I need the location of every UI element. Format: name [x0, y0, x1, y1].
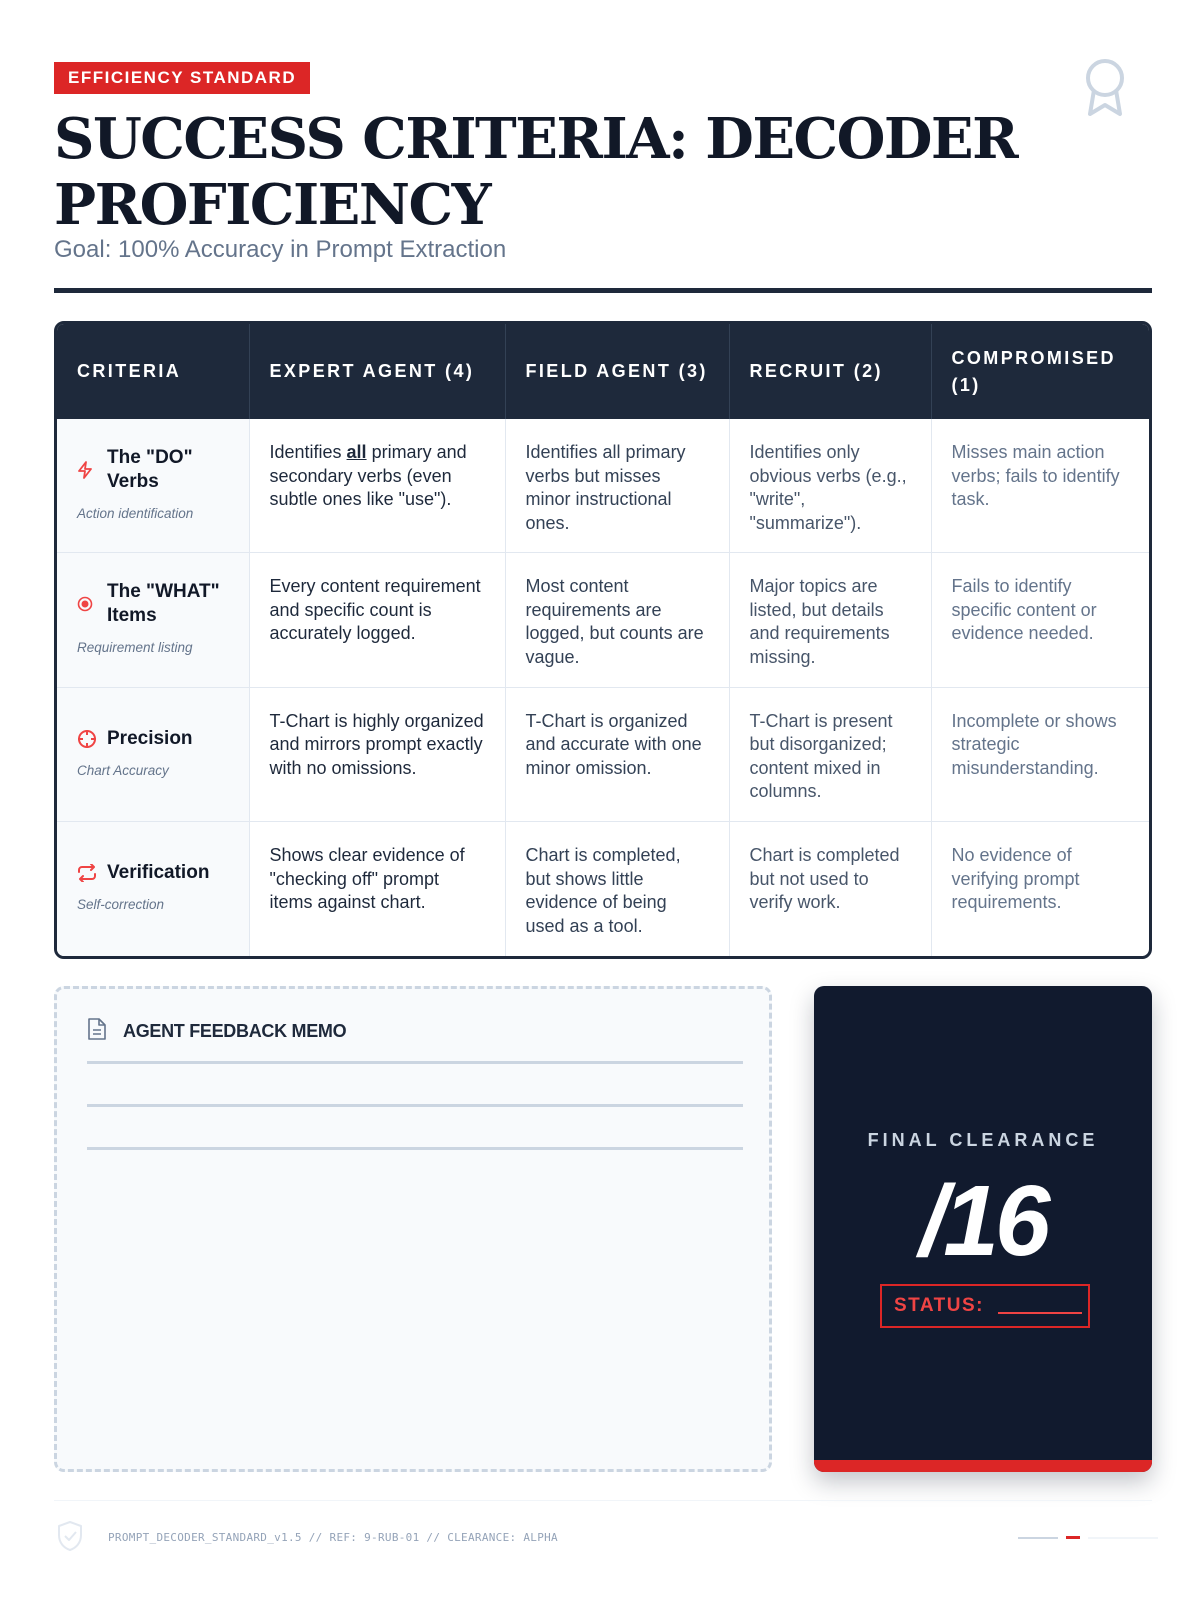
header-compromised: COMPROMISED (1) — [931, 324, 1149, 419]
table-row — [57, 419, 1149, 553]
final-clearance-card — [814, 986, 1152, 1472]
expert-cell: Shows clear evidence of "checking off" prompt items against chart. — [249, 822, 505, 956]
expert-cell — [249, 419, 505, 553]
shield-check-icon — [56, 1520, 84, 1557]
compromised-cell: No evidence of verifying prompt requirements. — [951, 845, 1080, 913]
footer-reference: PROMPT_DECODER_STANDARD_v1.5 // REF: 9-RUB-01 // CLEARANCE: ALPHA — [108, 1531, 558, 1544]
criteria-subtitle: Requirement listing — [77, 640, 193, 656]
criteria-subtitle: Self-correction — [77, 897, 165, 913]
accent-bar — [814, 1460, 1152, 1472]
status-label: STATUS: — [894, 1295, 985, 1316]
status-box[interactable] — [880, 1284, 1090, 1328]
criteria-cell — [57, 419, 249, 553]
criteria-name: Verification — [107, 862, 210, 884]
final-clearance-label: FINAL CLEARANCE — [867, 1130, 1099, 1150]
header-expert-agent: EXPERT AGENT (4) — [249, 324, 505, 419]
memo-writing-line[interactable] — [87, 1061, 743, 1064]
agent-feedback-memo[interactable] — [54, 986, 772, 1472]
score-total: /16 — [919, 1165, 1047, 1277]
document-icon — [87, 1017, 107, 1046]
compromised-cell: Fails to identify specific content or evidence needed. — [931, 553, 1149, 688]
field-cell: Most content requirements are logged, but counts are vague. — [505, 553, 729, 688]
expert-cell: T-Chart is highly organized and mirrors prompt exactly with no omissions. — [249, 687, 505, 822]
footer-mark — [1018, 1537, 1058, 1539]
field-cell: Identifies all primary verbs but misses minor instructional ones. — [505, 419, 729, 553]
expert-text-end: primary and secondary verbs (even subtle ones like "use"). — [269, 442, 467, 509]
field-cell: Chart is completed, but shows little evidence of being used as a tool. — [505, 822, 729, 956]
page-subtitle: Goal: 100% Accuracy in Prompt Extraction — [54, 236, 507, 263]
table-row — [57, 822, 1149, 956]
recruit-cell: T-Chart is present but disorganized; content mixed in columns. — [729, 687, 931, 822]
expert-text: Identifies — [269, 442, 347, 462]
recruit-cell: Identifies only obvious verbs (e.g., "write", "summarize"). — [729, 419, 931, 553]
footer-marks — [1018, 1536, 1166, 1539]
field-cell: T-Chart is organized and accurate with one minor omission. — [505, 687, 729, 822]
efficiency-standard-tag: EFFICIENCY STANDARD — [54, 62, 310, 94]
criteria-cell — [57, 687, 249, 822]
criteria-cell — [57, 822, 249, 956]
expert-cell: Every content requirement and specific count is accurately logged. — [249, 553, 505, 688]
memo-writing-line[interactable] — [87, 1147, 743, 1150]
table-header-row — [57, 324, 1149, 419]
footer-divider — [54, 1500, 1152, 1501]
emphasis-all: all — [346, 442, 367, 462]
header-field-agent: FIELD AGENT (3) — [505, 324, 729, 419]
header-divider — [54, 288, 1152, 293]
recruit-cell: Chart is completed but not used to verify work. — [729, 822, 931, 956]
repeat-icon — [77, 864, 107, 882]
header-recruit: RECRUIT (2) — [729, 324, 931, 419]
recruit-cell: Major topics are listed, but details and requirements missing. — [729, 553, 931, 688]
criteria-cell — [57, 553, 249, 688]
memo-writing-line[interactable] — [87, 1104, 743, 1107]
header-criteria: CRITERIA — [57, 324, 249, 419]
criteria-name: The "DO" Verbs — [107, 446, 193, 492]
table-row — [57, 553, 1149, 688]
lightning-icon — [77, 461, 107, 479]
target-dot-icon — [77, 596, 107, 612]
footer-mark — [1088, 1537, 1158, 1539]
crosshair-icon — [77, 729, 107, 749]
criteria-name: The "WHAT" Items — [107, 581, 220, 627]
rubric-table — [54, 321, 1152, 959]
criteria-subtitle: Chart Accuracy — [77, 762, 169, 778]
memo-title: AGENT FEEDBACK MEMO — [123, 1021, 347, 1041]
criteria-name: Precision — [107, 727, 193, 749]
award-ribbon-icon — [1082, 56, 1128, 125]
criteria-subtitle: Action identification — [77, 505, 194, 521]
status-blank-line[interactable] — [998, 1312, 1082, 1314]
compromised-cell: Incomplete or shows strategic misunderstanding. — [931, 687, 1149, 822]
footer-mark — [1066, 1536, 1080, 1539]
table-row — [57, 687, 1149, 822]
page-title: SUCCESS CRITERIA: DECODER PROFICIENCY — [54, 106, 1018, 238]
compromised-cell: Misses main action verbs; fails to identify task. — [931, 419, 1149, 553]
